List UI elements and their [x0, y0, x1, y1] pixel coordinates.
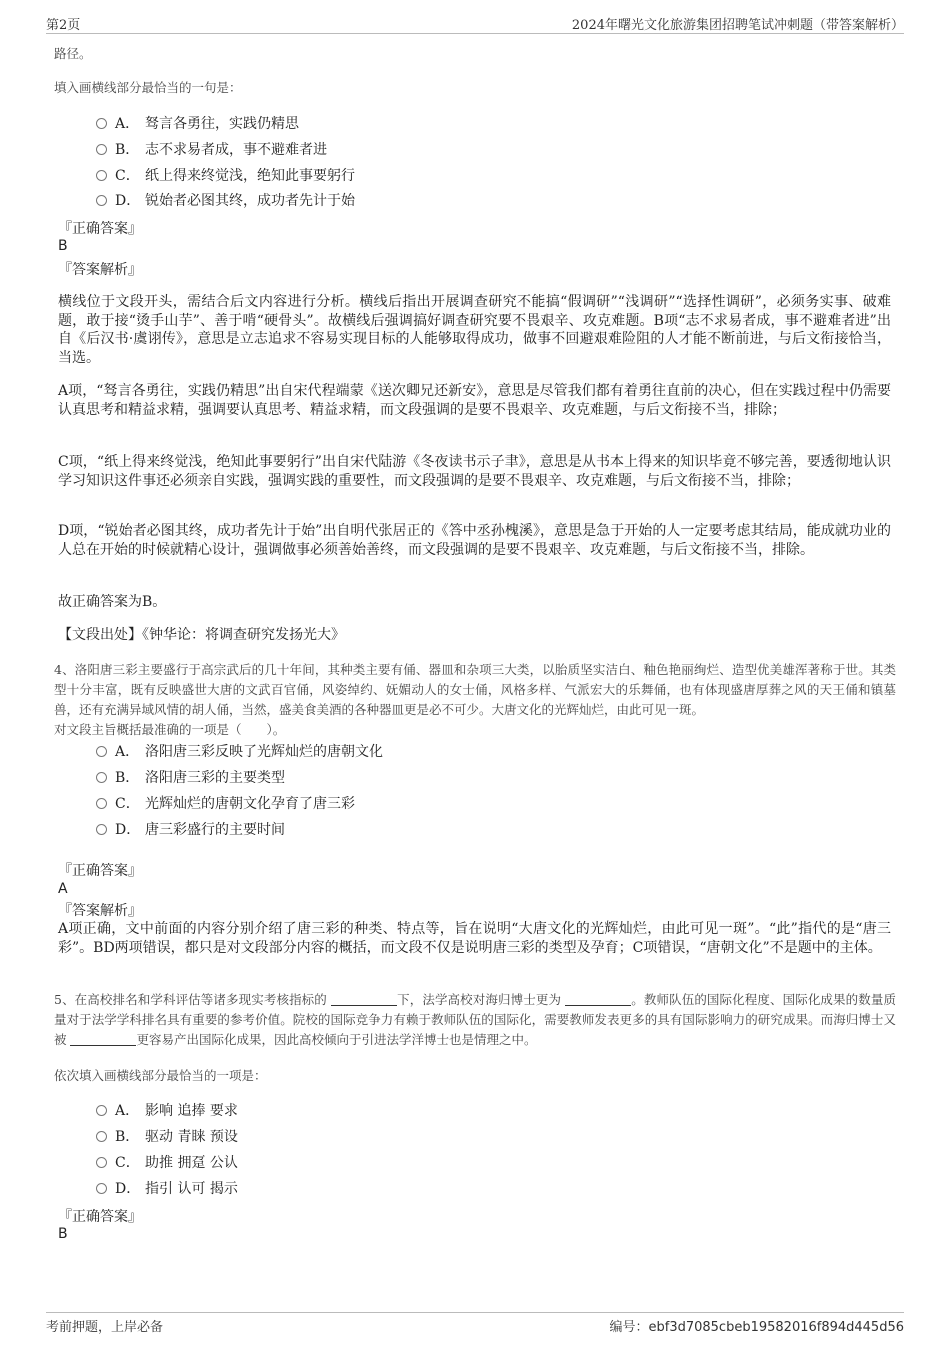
radio-icon[interactable]: [96, 1183, 107, 1194]
radio-icon[interactable]: [96, 1105, 107, 1116]
page-number: 第2页: [46, 18, 81, 33]
q3-analysis-main: 横线位于文段开头，需结合后文内容进行分析。横线后指出开展调查研究不能搞“假调研”“浅调研”“选择性调研”，必须务实事、破难题，敢于接“烫手山芋”、善于啃“硬骨头”。故横线后强调搞好调查研究要不畏艰辛、攻克难题。B项“志不求易者成，事不避难者进”出自《后汉书·虞诩传》，意思是立志追求不容易实现目标的人能够取得成功，做事不回避艰难险阻的人才能不断前进，与后文衔接恰当，当选。: [58, 294, 891, 366]
radio-icon[interactable]: [96, 772, 107, 783]
q3-answer: B: [58, 238, 68, 254]
q4-option-b[interactable]: B． 洛阳唐三彩的主要类型: [96, 768, 285, 788]
q5-option-a[interactable]: A． 影响 追捧 要求: [96, 1101, 238, 1121]
fill-blank-1: [331, 993, 397, 1006]
q4-answer-label: 『正确答案』: [58, 863, 142, 879]
q5-passage: 5、在高校排名和学科评估等诸多现实考核指标的 下，法学高校对海归博士更为 。教师队伍的国际化程度、国际化成果的数量质量对于法学学科排名具有重要的参考价值。院校的国际竞争力有赖于教师队伍的国际化，需要教师发表更多的具有国际影响力的研究成果。而海归博士又被 更容易产出国际化成果，因此高校倾向于引进法学洋博士也是情理之中。: [54, 992, 896, 1047]
q4-option-d[interactable]: D． 唐三彩盛行的主要时间: [96, 820, 285, 840]
radio-icon[interactable]: [96, 798, 107, 809]
radio-icon[interactable]: [96, 824, 107, 835]
radio-icon[interactable]: [96, 195, 107, 206]
document-code: 编号：ebf3d7085cbeb19582016f894d445d56: [609, 1320, 904, 1335]
q4-answer: A: [58, 881, 68, 897]
q4-option-a[interactable]: A． 洛阳唐三彩反映了光辉灿烂的唐朝文化: [96, 742, 383, 762]
radio-icon[interactable]: [96, 1157, 107, 1168]
q5-option-b[interactable]: B． 驱动 青睐 预设: [96, 1127, 238, 1147]
q3-stem: 填入画横线部分最恰当的一句是：: [54, 80, 242, 95]
footer-slogan: 考前押题，上岸必备: [46, 1320, 164, 1335]
q4-analysis-label: 『答案解析』: [58, 903, 142, 919]
radio-icon[interactable]: [96, 170, 107, 181]
radio-icon[interactable]: [96, 746, 107, 757]
q3-option-a[interactable]: A． 驽言各勇往，实践仍精思: [96, 114, 299, 134]
q3-option-c[interactable]: C． 纸上得来终觉浅，绝知此事要躬行: [96, 166, 355, 186]
q5-answer-label: 『正确答案』: [58, 1209, 142, 1225]
q3-analysis-label: 『答案解析』: [58, 262, 142, 278]
q4-stem: 对文段主旨概括最准确的一项是（ ）。: [54, 722, 286, 737]
page-header: [46, 14, 904, 34]
q3-answer-label: 『正确答案』: [58, 221, 142, 237]
radio-icon[interactable]: [96, 118, 107, 129]
q4-passage: 4、洛阳唐三彩主要盛行于高宗武后的几十年间，其种类主要有俑、器皿和杂项三大类，以胎质坚实洁白、釉色艳丽绚烂、造型优美雄浑著称于世。其类型十分丰富，既有反映盛世大唐的文武百官俑，风姿绰约、妩媚动人的女士俑，风格多样、气派宏大的乐舞俑，也有体现盛唐厚葬之风的天王俑和镇墓兽，还有充满异域风情的胡人俑，当然，盛美食美酒的各种器皿更是必不可少。大唐文化的光辉灿烂，由此可见一斑。: [54, 662, 896, 717]
q3-intro-tail: 路径。: [54, 46, 92, 61]
q3-analysis-d: D项，“锐始者必图其终，成功者先计于始”出自明代张居正的《答中丞孙槐溪》，意思是急于开始的人一定要考虑其结局，能成就功业的人总在开始的时候就精心设计，强调做事必须善始善终，而文段强调的是要不畏艰辛、攻克难题，与后文衔接不当，排除。: [58, 523, 891, 558]
q3-analysis-c: C项，“纸上得来终觉浅，绝知此事要躬行”出自宋代陆游《冬夜读书示子聿》，意思是从书本上得来的知识毕竟不够完善，要透彻地认识学习知识这件事还必须亲自实践，强调实践的重要性，而文段强调的是要不畏艰辛、攻克难题，与后文衔接不当，排除；: [58, 454, 891, 489]
q5-option-c[interactable]: C． 助推 拥趸 公认: [96, 1153, 238, 1173]
page-footer: [46, 1312, 904, 1334]
fill-blank-2: [565, 993, 631, 1006]
q5-option-d[interactable]: D． 指引 认可 揭示: [96, 1179, 238, 1199]
radio-icon[interactable]: [96, 1131, 107, 1142]
q4-option-c[interactable]: C． 光辉灿烂的唐朝文化孕育了唐三彩: [96, 794, 355, 814]
radio-icon[interactable]: [96, 144, 107, 155]
q5-answer: B: [58, 1226, 68, 1242]
q4-analysis: A项正确，文中前面的内容分别介绍了唐三彩的种类、特点等，旨在说明“大唐文化的光辉灿烂，由此可见一斑”。“此”指代的是“唐三彩”。BD两项错误，都只是对文段部分内容的概括，而文段不仅是说明唐三彩的类型及孕育；C项错误，“唐朝文化”不是题中的主体。: [58, 921, 891, 956]
q3-option-b[interactable]: B． 志不求易者成，事不避难者进: [96, 140, 327, 160]
fill-blank-3: [70, 1033, 136, 1046]
q5-stem: 依次填入画横线部分最恰当的一项是：: [54, 1068, 267, 1083]
q3-option-d[interactable]: D． 锐始者必图其终，成功者先计于始: [96, 191, 355, 211]
document-title: 2024年曙光文化旅游集团招聘笔试冲刺题（带答案解析）: [571, 18, 904, 33]
q3-conclusion: 故正确答案为B。: [58, 594, 167, 610]
q3-source: 【文段出处】《钟华论：将调查研究发扬光大》: [58, 627, 345, 643]
q3-analysis-a: A项，“驽言各勇往，实践仍精思”出自宋代程端蒙《送次卿兄还新安》，意思是尽管我们都有着勇往直前的决心，但在实践过程中仍需要认真思考和精益求精，强调要认真思考、精益求精，而文段强调的是要不畏艰辛、攻克难题，与后文衔接不当，排除；: [58, 383, 891, 418]
